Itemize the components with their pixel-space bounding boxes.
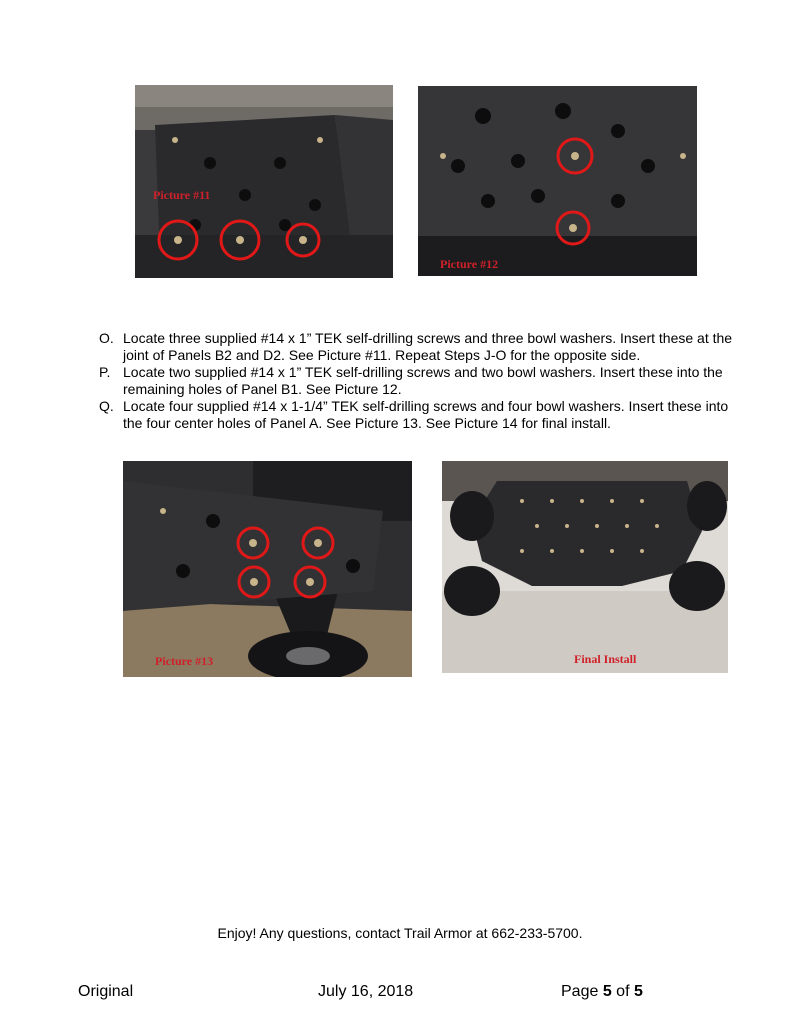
page-prefix: Page [561, 983, 603, 1000]
final-install-caption: Final Install [574, 652, 637, 666]
photo-11-image [135, 85, 393, 278]
footer-date: July 16, 2018 [318, 983, 414, 1000]
step-letter: Q. [99, 398, 114, 414]
photo-13-image [123, 461, 412, 677]
final-install-image [442, 461, 728, 673]
page-total: 5 [633, 983, 643, 1000]
footer-left: Original [78, 983, 134, 1000]
closing-line: Enjoy! Any questions, contact Trail Armor at 662-233-5700. [217, 925, 583, 941]
photo-picture-12 [418, 86, 697, 276]
step-p [99, 364, 739, 398]
page-current: 5 [602, 983, 612, 1000]
photo-picture-11 [135, 85, 393, 278]
photo-12-image [418, 86, 697, 276]
instruction-steps [99, 330, 739, 432]
step-text: Locate two supplied #14 x 1” TEK self-drilling screws and two bowl washers. Insert these into the remaining holes of Panel B1. See Picture 12. [123, 364, 723, 397]
footer-page-number [561, 983, 643, 1001]
step-o [99, 330, 739, 364]
photo-picture-13 [123, 461, 412, 677]
picture-12-caption: Picture #12 [440, 257, 499, 271]
step-text: Locate four supplied #14 x 1-1/4” TEK self-drilling screws and four bowl washers. Insert these into the four center holes of Panel A. See Picture 13. See Picture 14 for final install. [123, 398, 729, 431]
picture-13-caption: Picture #13 [155, 654, 214, 668]
step-letter: O. [99, 330, 114, 346]
step-text: Locate three supplied #14 x 1” TEK self-drilling screws and three bowl washers. Insert these at the joint of Panels B2 and D2. See Picture #11. Repeat Steps J-O for the opposite side. [123, 330, 733, 363]
picture-11-caption: Picture #11 [153, 188, 211, 202]
step-q [99, 398, 739, 432]
step-letter: P. [99, 364, 111, 380]
photo-final-install [442, 461, 728, 673]
page-of: of [611, 983, 634, 1000]
